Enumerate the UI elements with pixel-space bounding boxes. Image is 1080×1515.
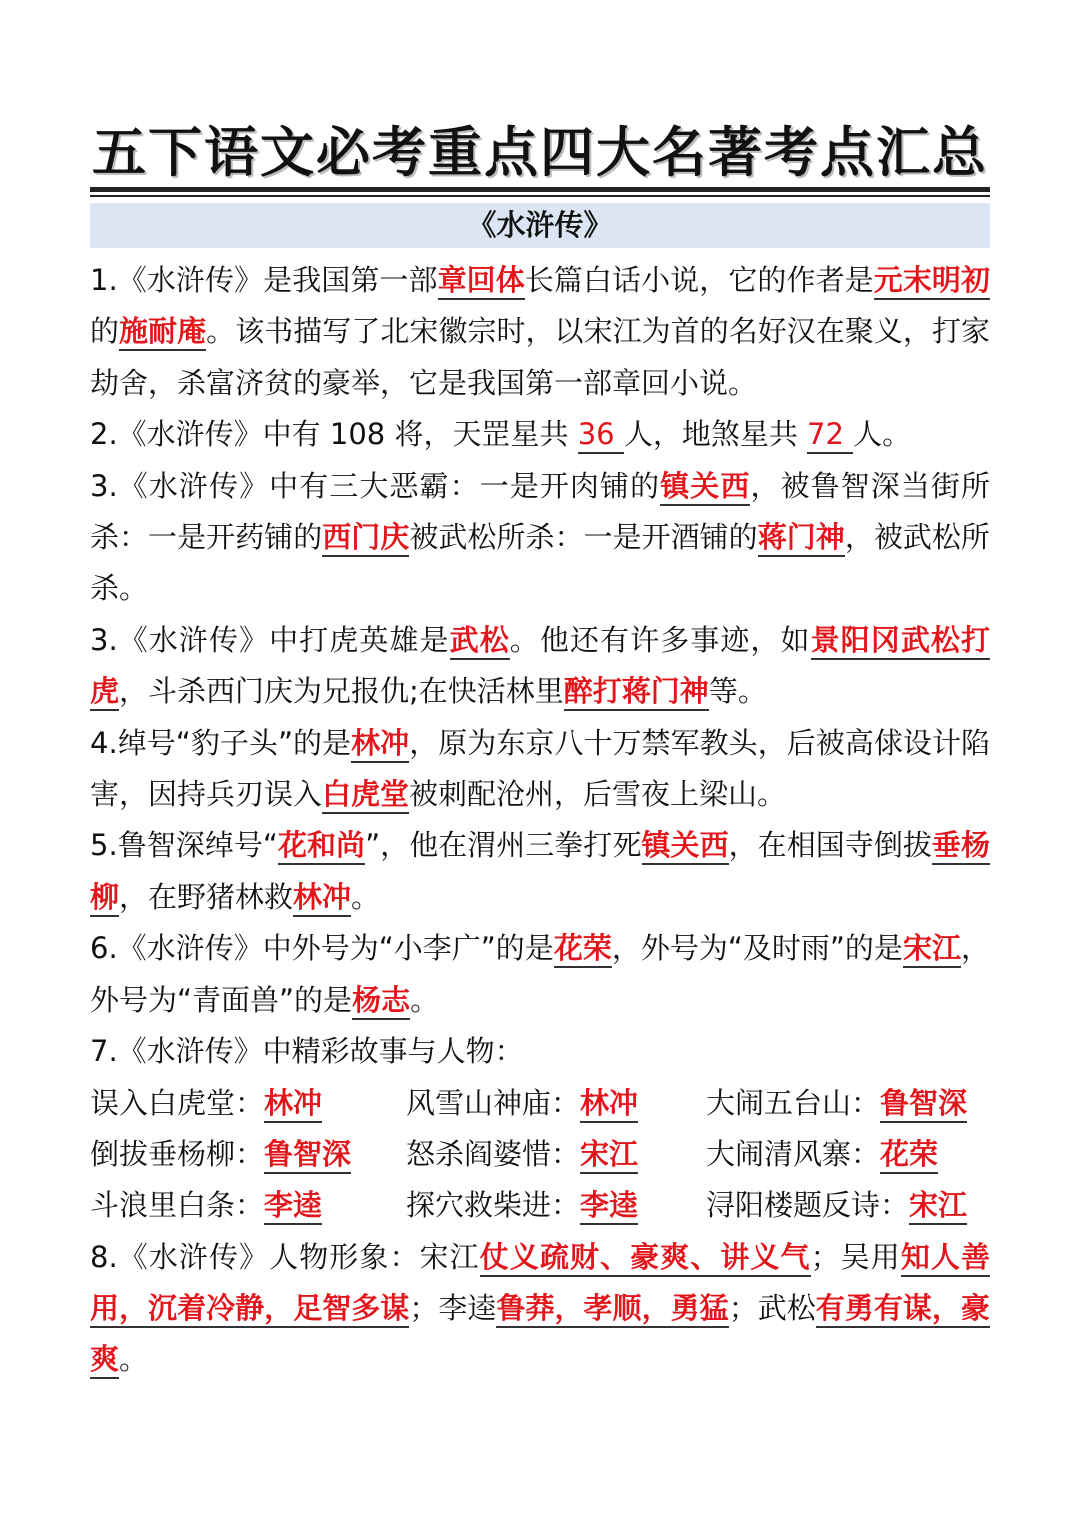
story-name: 探穴救柴进： bbox=[406, 1188, 581, 1223]
paragraph-6 bbox=[90, 820, 990, 923]
paragraph-text: 4.绰号“豹子头”的是 bbox=[90, 725, 352, 760]
answer-highlight: 知人善用，沉着冷静，足智多谋 bbox=[90, 1240, 990, 1328]
answer-highlight: 有勇有谋，豪爽 bbox=[90, 1291, 990, 1379]
story-character: 李逵 bbox=[580, 1188, 638, 1225]
paragraph-text: ；李逵 bbox=[409, 1291, 497, 1326]
paragraph-text: 7.《水浒传》中精彩故事与人物： bbox=[90, 1034, 524, 1069]
paragraph-3 bbox=[90, 461, 990, 615]
paragraph-8 bbox=[90, 1026, 990, 1077]
paragraph-text: 的 bbox=[90, 314, 120, 349]
paragraph-text: ”，他在渭州三拳打死 bbox=[365, 828, 642, 863]
paragraph-text: 。 bbox=[119, 1342, 149, 1377]
story-name: 风雪山神庙： bbox=[406, 1085, 581, 1120]
answer-highlight: 镇关西 bbox=[660, 469, 750, 506]
paragraph-text: 。 bbox=[410, 982, 440, 1017]
story-cell bbox=[406, 1129, 706, 1180]
paragraph-text: ，外号为“青面兽”的是 bbox=[90, 931, 990, 1017]
answer-highlight: 蒋门神 bbox=[758, 520, 845, 557]
paragraph-list bbox=[90, 255, 990, 1078]
answer-highlight: 72 bbox=[807, 417, 853, 454]
story-character: 林冲 bbox=[580, 1086, 638, 1123]
answer-highlight: 景阳冈武松打虎 bbox=[90, 623, 990, 711]
paragraph-text: ，被武松所杀。 bbox=[90, 520, 990, 606]
paragraph-2 bbox=[90, 409, 990, 460]
paragraph-text: 被武松所杀：一是开酒铺的 bbox=[409, 520, 758, 555]
story-cell bbox=[90, 1180, 406, 1231]
stories-table bbox=[90, 1078, 990, 1232]
answer-highlight: 西门庆 bbox=[322, 520, 409, 557]
stories-row bbox=[90, 1078, 990, 1129]
answer-highlight: 林冲 bbox=[351, 726, 409, 763]
answer-highlight: 林冲 bbox=[293, 880, 351, 917]
story-name: 大闹五台山： bbox=[706, 1085, 881, 1120]
paragraph-text: 长篇白话小说，它的作者是 bbox=[524, 263, 874, 297]
answer-highlight: 元末明初 bbox=[874, 263, 990, 300]
answer-highlight: 36 bbox=[578, 417, 624, 454]
story-character: 花荣 bbox=[880, 1137, 938, 1174]
answer-highlight: 垂杨柳 bbox=[90, 828, 990, 916]
paragraph-7 bbox=[90, 923, 990, 1026]
answer-highlight: 武松 bbox=[450, 623, 510, 660]
paragraph-text: ，在野猪林救 bbox=[119, 879, 294, 914]
paragraph-character-traits bbox=[90, 1232, 990, 1386]
paragraph-4 bbox=[90, 615, 990, 718]
answer-highlight: 章回体 bbox=[438, 263, 525, 300]
paragraph-text: 等。 bbox=[708, 674, 767, 709]
paragraph-5 bbox=[90, 718, 990, 821]
title-rule-thick bbox=[90, 187, 990, 192]
story-name: 浔阳楼题反诗： bbox=[706, 1188, 910, 1223]
answer-highlight: 花和尚 bbox=[278, 828, 365, 865]
paragraph-text: ，外号为“及时雨”的是 bbox=[611, 931, 903, 966]
story-name: 斗浪里白条： bbox=[90, 1188, 265, 1223]
title-rule-thin bbox=[90, 195, 990, 197]
paragraph-text: 8.《水浒传》人物形象：宋江 bbox=[90, 1239, 480, 1274]
paragraph-text: 5.鲁智深绰号“ bbox=[90, 828, 278, 863]
page-title: 五下语文必考重点四大名著考点汇总 bbox=[92, 121, 988, 184]
paragraph-text: ，在相国寺倒拔 bbox=[728, 828, 932, 863]
story-character: 宋江 bbox=[909, 1188, 967, 1225]
paragraph-text: ，被鲁智深当街所杀：一是开药铺的 bbox=[90, 468, 990, 555]
story-name: 大闹清风寨： bbox=[706, 1136, 881, 1171]
stories-row bbox=[90, 1180, 990, 1231]
paragraph-text: ，斗杀西门庆为兄报仇;在快活林里 bbox=[119, 674, 564, 709]
section-heading: 《水浒传》 bbox=[90, 203, 990, 248]
story-character: 宋江 bbox=[580, 1137, 638, 1174]
story-cell bbox=[706, 1180, 990, 1231]
answer-highlight: 杨志 bbox=[352, 983, 410, 1020]
story-cell bbox=[406, 1078, 706, 1129]
paragraph-text: 。他还有许多事迹，如 bbox=[509, 622, 811, 657]
paragraph-text: 。 bbox=[351, 879, 381, 914]
paragraph-text: ；武松 bbox=[728, 1291, 816, 1326]
answer-highlight: 醉打蒋门神 bbox=[564, 674, 709, 711]
paragraph-text: 人，地煞星共 bbox=[623, 417, 808, 452]
answer-highlight: 白虎堂 bbox=[322, 777, 409, 814]
story-character: 鲁智深 bbox=[880, 1086, 967, 1123]
story-cell bbox=[90, 1129, 406, 1180]
paragraph-text: 3.《水浒传》中打虎英雄是 bbox=[90, 622, 450, 657]
answer-highlight: 镇关西 bbox=[642, 828, 729, 865]
answer-highlight: 花荣 bbox=[554, 931, 612, 968]
story-character: 李逵 bbox=[264, 1188, 322, 1225]
story-name: 倒拔垂杨柳： bbox=[90, 1136, 265, 1171]
story-cell bbox=[706, 1078, 990, 1129]
paragraph-text: 3.《水浒传》中有三大恶霸：一是开肉铺的 bbox=[90, 468, 661, 503]
paragraph-text: ，原为东京八十万禁军教头，后被高俅设计陷害，因持兵刃误入 bbox=[90, 725, 990, 812]
story-name: 误入白虎堂： bbox=[90, 1085, 265, 1120]
paragraph-text: 2.《水浒传》中有 108 将，天罡星共 bbox=[90, 417, 578, 452]
paragraph-1 bbox=[90, 255, 990, 409]
answer-highlight: 施耐庵 bbox=[119, 314, 206, 351]
story-character: 鲁智深 bbox=[264, 1137, 351, 1174]
story-cell bbox=[90, 1078, 406, 1129]
paragraph-text: ；吴用 bbox=[810, 1239, 901, 1274]
content-body bbox=[90, 255, 990, 1386]
paragraph-text: 被刺配沧州，后雪夜上梁山。 bbox=[409, 777, 787, 812]
paragraph-text: 6.《水浒传》中外号为“小李广”的是 bbox=[90, 931, 554, 966]
story-name: 怒杀阎婆惜： bbox=[406, 1136, 581, 1171]
answer-highlight: 仗义疏财、豪爽、讲义气 bbox=[480, 1240, 811, 1277]
paragraph-text: 1.《水浒传》是我国第一部 bbox=[90, 263, 438, 297]
answer-highlight: 宋江 bbox=[903, 931, 961, 968]
paragraph-text: 人。 bbox=[853, 417, 912, 452]
story-character: 林冲 bbox=[264, 1086, 322, 1123]
story-cell bbox=[706, 1129, 990, 1180]
answer-highlight: 鲁莽，孝顺，勇猛 bbox=[496, 1291, 728, 1328]
paragraph-text: 。该书描写了北宋徽宗时，以宋江为首的名好汉在聚义，打家劫舍，杀富济贫的豪举，它是我国第一部章回小说。 bbox=[90, 314, 990, 400]
story-cell bbox=[406, 1180, 706, 1231]
stories-row bbox=[90, 1129, 990, 1180]
